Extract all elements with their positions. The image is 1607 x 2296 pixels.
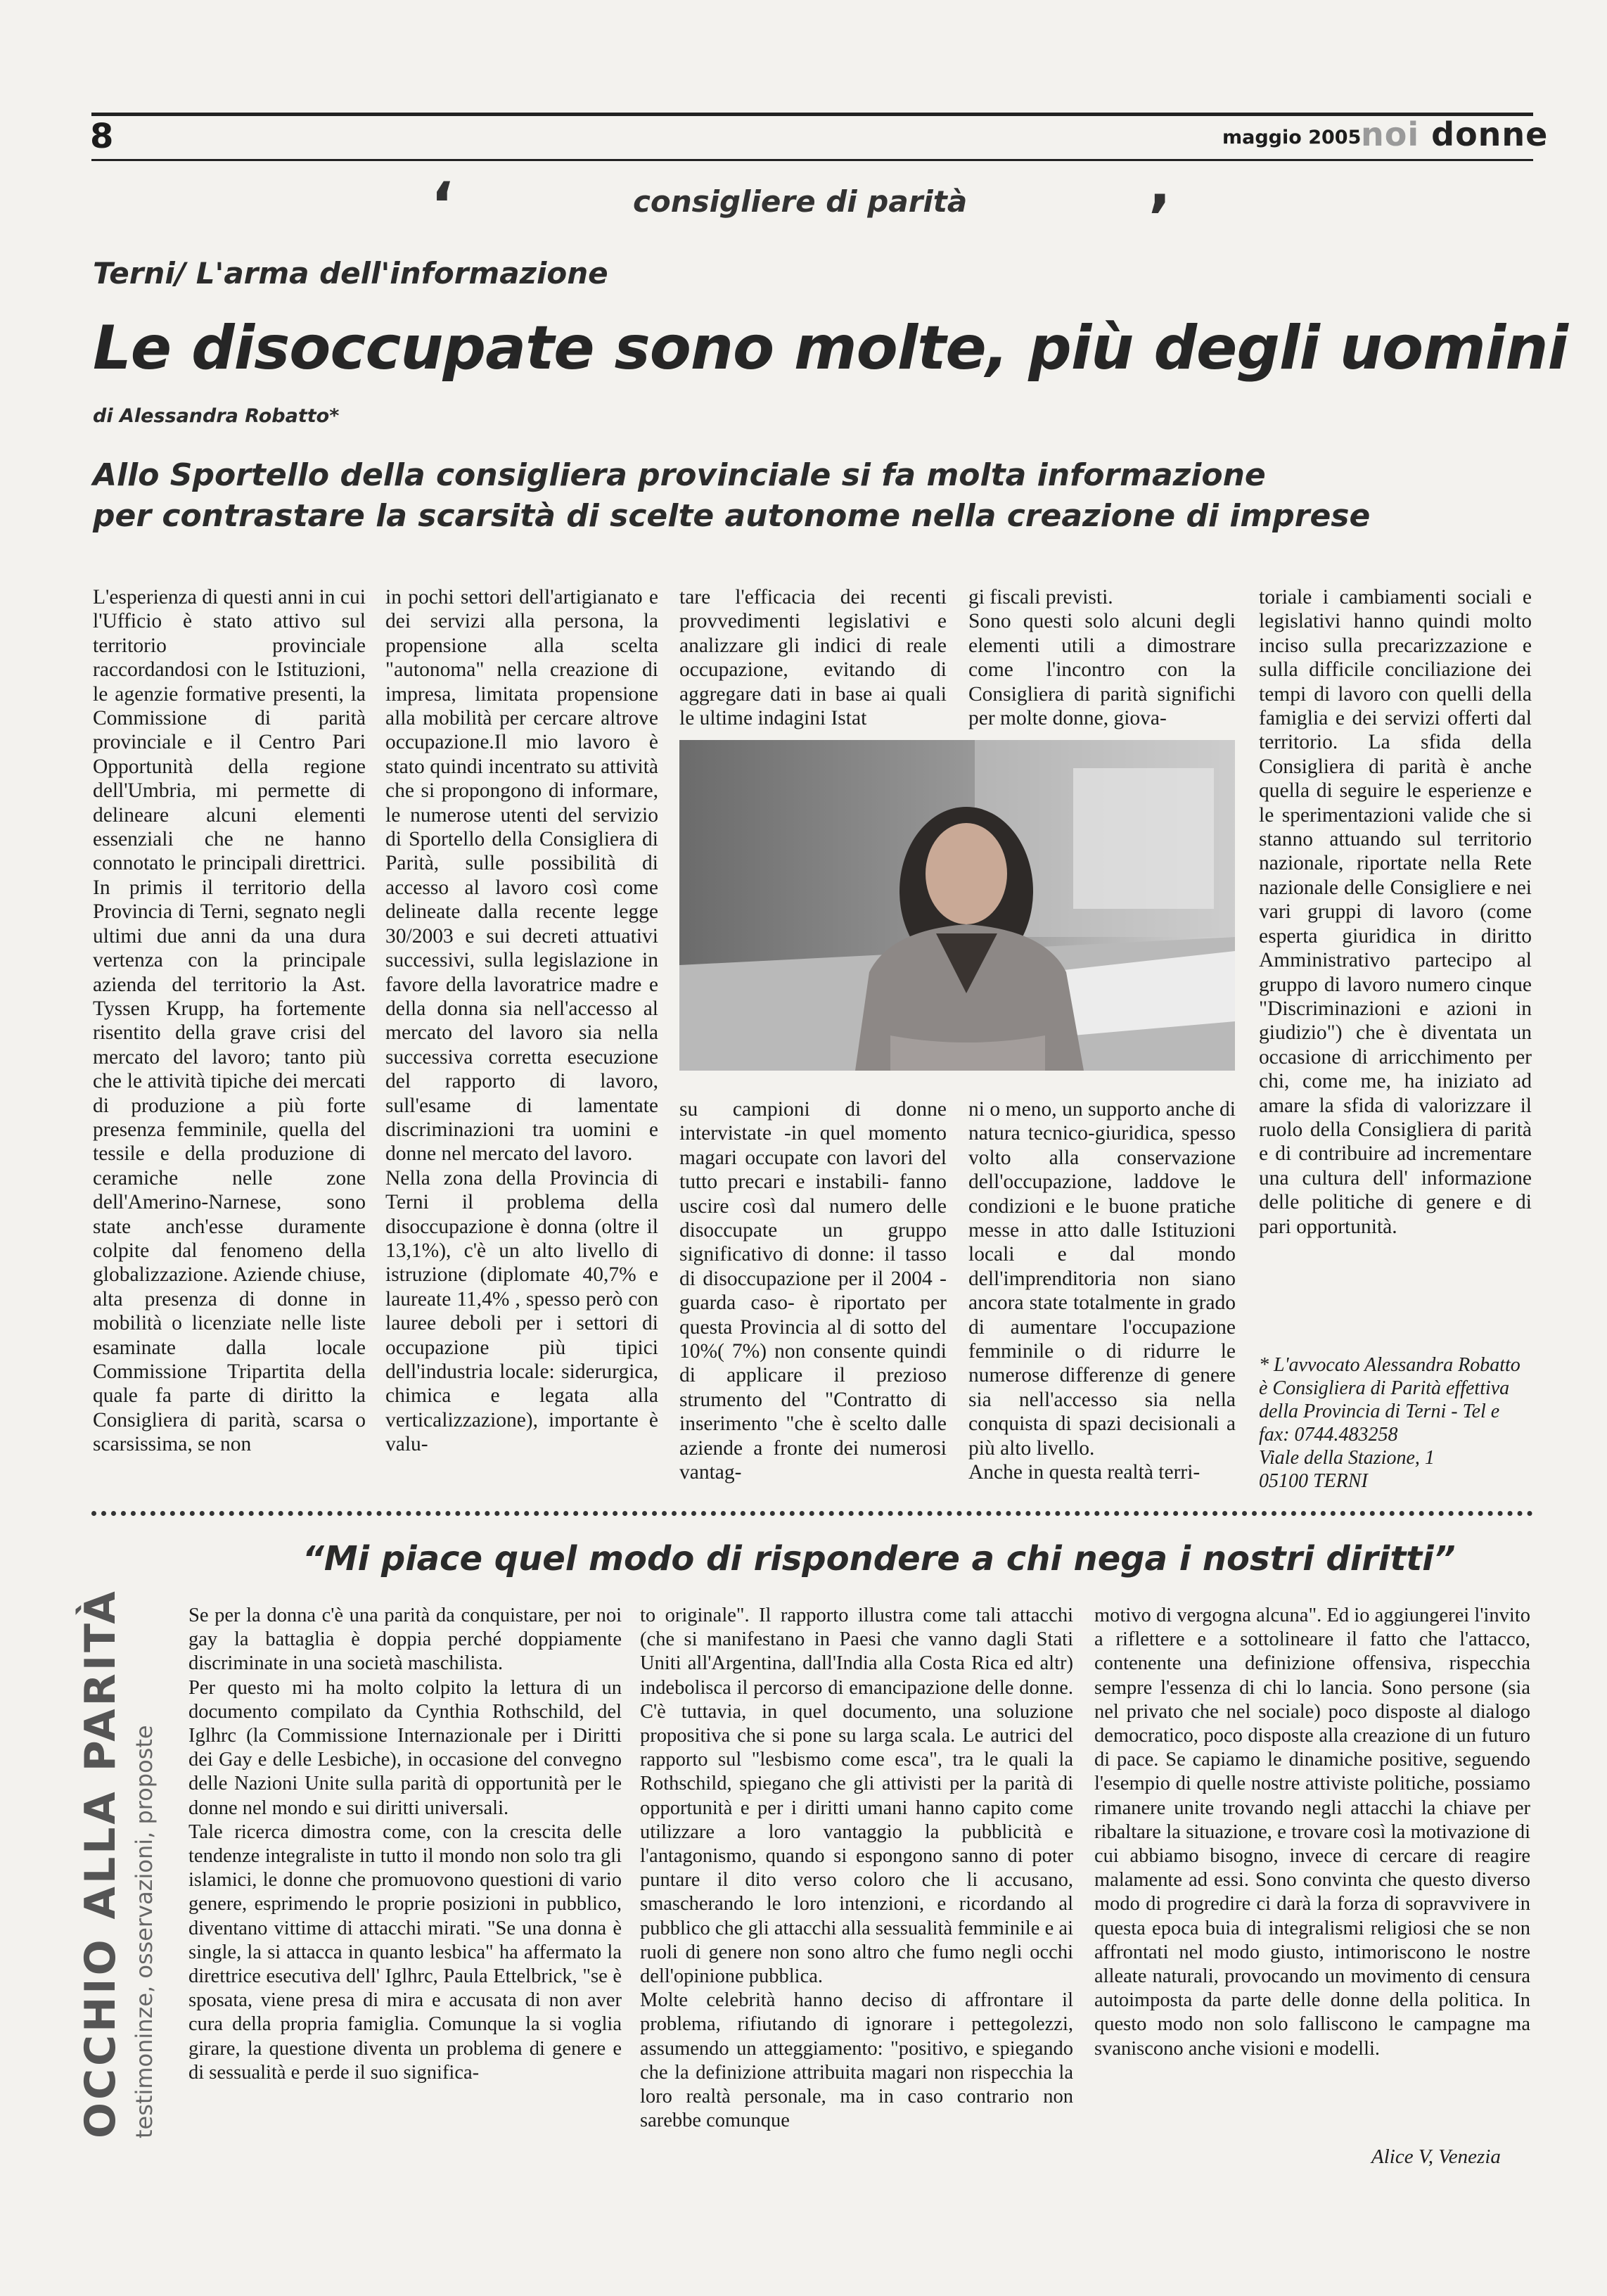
sidebar-title: OCCHIO ALLA PARITÀ	[76, 1588, 125, 2138]
article-column-3-top: tare l'efficacia dei recenti provvedimenti legislativi e analizzare gli indici di reale occupazione, evitando di aggregare dati in base ai quali le ultime indagini Istat	[679, 586, 947, 730]
letter-title: “Mi piace quel modo di rispondere a chi nega i nostri diritti”	[302, 1539, 1456, 1579]
issue-date: maggio 2005	[1222, 127, 1362, 148]
article-column-3-bottom: su campioni di donne intervistate -in quel momento magari occupate con lavori del tutto precari e instabili- fanno uscire così dal numero delle disoccupate un gruppo significativo di donne: il tasso di disoccupazione per il 2004 -guarda caso- è riportato per questa Provincia al di sotto del 10%( 7%) non consente quindi di applicare il prezioso strumento del "Contratto di inserimento "che è scelto dalle aziende a fronte dei numerosi vantag-	[679, 1098, 947, 1484]
section-label: consigliere di parità	[633, 184, 968, 219]
open-quote-mark: ‘	[430, 169, 454, 241]
brand-noi: noi	[1361, 115, 1420, 153]
article-kicker: Terni/ L'arma dell'informazione	[93, 256, 608, 291]
article-column-1: L'esperienza di questi anni in cui l'Ufficio è stato attivo sul territorio provinciale raccordandosi con le Istituzioni, le agenzie formative presenti, la Commissione di parità provinciale e il Centro Pari Opportunità della regione dell'Umbria, mi permette di delineare alcuni elementi essenziali che ne hanno connotato le principali direttrici. In primis il territorio della Provincia di Terni, segnato negli ultimi due anni da una dura vertenza con la principale azienda del territorio la Ast. Tyssen Krupp, ha fortemente risentito della grave crisi del mercato del lavoro; tanto più che le attività tipiche dei mercati di produzione a più forte presenza femminile, quella del tessile e della produzione di ceramiche nelle zone dell'Amerino-Narnese, sono state anch'esse duramente colpite dal fenomeno della globalizzazione. Aziende chiuse, alta presenza di donne in mobilità o licenziate nelle liste esaminate dalla locale Commissione Tripartita della quale fa parte di diritto la Consigliera di parità, scarsa o scarsissima, se non	[93, 586, 366, 1456]
header-top-rule	[91, 113, 1533, 116]
letter-column-2: to originale". Il rapporto illustra come tali attacchi (che si manifestano in Paesi che vanno dagli Stati Uniti all'Argentina, dall'India alla Costa Rica ed altr) indebolisca il percorso di emancipazione delle donne. C'è tuttavia, in quel documento, una soluzione propositiva che si pone su larga scala. Le autrici del rapporto sul "lesbismo come esca", tra le quali la Rothschild, spiegano che gli attivisti per la parità di opportunità e per i diritti umani hanno capito come utilizzare a loro vantaggio la pubblicità e l'antagonismo, quando si espongono sanno di poter puntare il dito verso coloro che li accusano, smascherando le loro intenzioni, e ricordando al pubblico che gli attacchi alla sessualità femminile e ai ruoli di genere non sono altro che fumo negli occhi dell'opinione pubblica. Molte celebrità hanno deciso di affrontare il problema, rifiutando di ignorare i pettegolezzi, assumendo un atteggiamento: "positivo, e spiegando che la definizione attribuita magari non rispecchia la loro realtà personale, ma in caso contrario non sarebbe comunque	[640, 1605, 1073, 2132]
article-footnote: * L'avvocato Alessandra Robatto è Consigliera di Parità effettiva della Provincia di Terni - Tel e fax: 0744.483258 Viale della Stazione, 1 05100 TERNI	[1259, 1354, 1520, 1492]
sidebar-rotated	[76, 1519, 174, 2138]
letter-column-1: Se per la donna c'è una parità da conquistare, per noi gay la battaglia è doppia perché doppiamente discriminate in una società maschilista. Per questo mi ha molto colpito la lettura di un documento compilato da Cynthia Rothschild, del Iglhrc (la Commissione Internazionale per i Diritti dei Gay e delle Lesbiche), in occasione del convegno delle Nazioni Unite sulla parità di opportunità per le donne nel mondo e sui diritti universali. Tale ricerca dimostra come, con la crescita delle tendenze integraliste in tutto il mondo non solo tra gli islamici, le donne che promuovono questioni di vario genere, esprimendo le proprie posizioni in pubblico, diventano vittime di attacchi mirati. "Se una donna è single, la si attacca in quanto lesbica" ha affermato la direttrice esecutiva dell' Iglhrc, Paula Ettelbrick, "se è sposata, viene presa di mira e accusata di non aver cura della propria famiglia. Comunque la si voglia girare, la questione diventa un problema di genere e di sessualità e perde il suo significa-	[188, 1605, 622, 2084]
sidebar-subtitle: testimoninze, osservazioni, proposte	[131, 1725, 158, 2138]
article-title: Le disoccupate sono molte, più degli uomini	[93, 313, 1568, 383]
close-quote-mark: ’	[1148, 181, 1172, 254]
article-column-4-bottom: ni o meno, un supporto anche di natura tecnico-giuridica, spesso volto alla conservazione dell'occupazione, laddove le condizioni e le buone pratiche messe in atto dalle Istituzioni locali e dal mondo dell'imprenditoria non siano ancora state totalmente in grado di aumentare l'occupazione femminile o di ridurre le numerose differenze di genere sia nell'accesso sia nella conquista di spazi decisionali a più alto livello. Anche in questa realtà terri-	[968, 1098, 1236, 1484]
article-column-4-top: gi fiscali previsti. Sono questi solo alcuni degli elementi utili a dimostrare come l'incontro con la Consigliera di parità significhi per molte donne, giova-	[968, 586, 1236, 730]
article-subtitle-line2: per contrastare la scarsità di scelte autonome nella creazione di imprese	[93, 498, 1371, 534]
letter-signature: Alice V, Venezia	[1371, 2145, 1501, 2168]
section-separator	[91, 1511, 1533, 1516]
article-column-5: toriale i cambiamenti sociali e legislativi hanno quindi molto inciso sulla precarizzazione e sulla difficile conciliazione dei tempi di lavoro con quelli della famiglia e dei servizi offerti dal territorio. La sfida della Consigliera di parità è anche quella di seguire le esperienze e le sperimentazioni valide che si stanno attuando sul territorio nazionale, riportate nella Rete nazionale delle Consigliere e nei vari gruppi di lavoro (come esperta giuridica in diritto Amministrativo partecipo al gruppo di lavoro numero cinque "Discriminazioni e azioni in giudizio") che è diventata un occasione di arricchimento per chi, come me, ha iniziato ad amare la sfida di valorizzare il ruolo della Consigliera di parità e di contribuire ad incrementare una cultura dell' informazione delle politiche di genere e di pari opportunità.	[1259, 586, 1532, 1238]
article-column-2: in pochi settori dell'artigianato e dei servizi alla persona, la propensione alla scelta "autonoma" nella creazione di impresa, limitata propensione alla mobilità per cercare altrove occupazione.Il mio lavoro è stato quindi incentrato su attività che si propongono di informare, le numerose utenti del servizio di Sportello della Consigliera di Parità, sulle possibilità di accesso al lavoro così come delineate dalla recente legge 30/2003 e sui decreti attuativi successivi, sulla legislazione in favore della lavoratrice madre e della donna sia nell'accesso al mercato del lavoro sia nella successiva corretta esecuzione del rapporto di lavoro, sull'esame di lamentate discriminazioni tra uomini e donne nel mercato del lavoro. Nella zona della Provincia di Terni il problema della disoccupazione è donna (oltre il 13,1%), c'è un alto livello di istruzione (diplomate 40,7% e laureate 11,4% , spesso però con lauree deboli per i settori di occupazione più tipici dell'industria locale: siderurgica, chimica e legata alla verticalizzazione), importante è valu-	[385, 586, 658, 1456]
masthead-brand	[1361, 115, 1548, 153]
author-photo	[679, 740, 1235, 1071]
article-subtitle-line1: Allo Sportello della consigliera provinciale si fa molta informazione	[93, 457, 1266, 493]
header-bottom-rule	[91, 159, 1533, 161]
brand-donne: donne	[1431, 115, 1549, 153]
letter-column-3: motivo di vergogna alcuna". Ed io aggiungerei l'invito a riflettere e a sottolineare il fatto che l'attacco, contenente una definizione offensiva, rispecchia sempre l'essenza di chi lo lancia. Sono persone (sia nel privato che nel sociale) poco disposte al dialogo democratico, poco disposte alla creazione di un futuro di pace. Se capiamo le dinamiche positive, seguendo l'esempio di quelle nostre attiviste politiche, possiamo rimanere unite trovando negli attacchi la chiave per ribaltare la situazione, e trovare così la motivazione di cui abbiamo bisogno, invece di cercare di reagire malamente ad essi. Sono convinta che questo diverso modo di progredire ci darà la forza di sopravvivere in questa epoca buia di integralismi religiosi che se non affrontati nel modo giusto, intimoriscono le nostre alleate naturali, provocando un movimento di censura autoimposta da parte delle donne della politica. In questo modo non solo falliscono le campagne ma svaniscono anche visioni e modelli.	[1094, 1605, 1530, 2060]
page-number: 8	[90, 117, 114, 156]
article-byline: di Alessandra Robatto*	[93, 405, 340, 427]
